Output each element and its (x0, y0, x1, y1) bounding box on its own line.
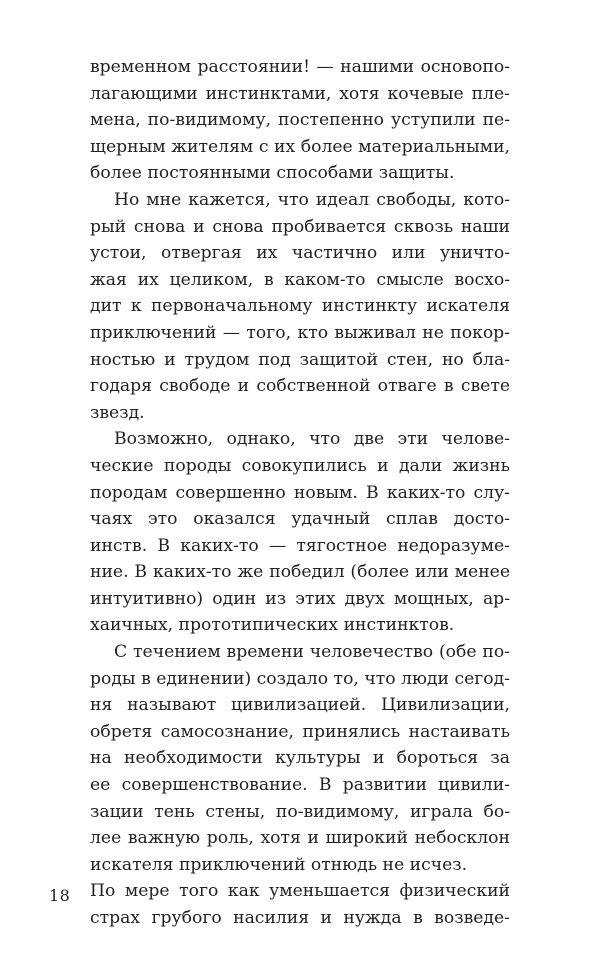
text-line: хаичных, прототипических инстинктов. (90, 615, 455, 636)
text-line: Но мне кажется, что идеал свободы, кото- (114, 189, 510, 210)
text-line: щерным жителям с их более материальными, (90, 136, 510, 157)
text-line: обретя самосознание, принялись настаивать (90, 721, 510, 742)
text-line: рый снова и снова пробивается сквозь наши (90, 216, 510, 237)
text-line: лее важную роль, хотя и широкий небосклон (90, 828, 510, 849)
text-line: на необходимости культуры и бороться за (90, 748, 510, 769)
text-line: ностью и трудом под защитой стен, но бла- (90, 349, 510, 370)
text-line: породам совершенно новым. В каких-то слу- (90, 482, 510, 503)
text-line: дит к первоначальному инстинкту искателя (90, 296, 510, 317)
text-line: зации тень стены, по-видимому, играла бо- (90, 801, 510, 822)
text-line: интуитивно) один из этих двух мощных, ар- (90, 588, 510, 609)
text-line: инств. В каких-то — тягостное недоразуме- (90, 535, 510, 556)
text-line: устои, отвергая их частично или уничто- (90, 243, 510, 264)
text-line: лагающими инстинктами, хотя кочевые пле- (90, 83, 510, 104)
text-line: ческие породы совокупились и дали жизнь (90, 455, 510, 476)
text-line: звезд. (90, 402, 145, 423)
text-line: приключений — того, кто выживал не покор- (90, 322, 510, 343)
text-line: роды в единении) создало то, что люди сегод- (90, 668, 510, 689)
text-line: страх грубого насилия и нужда в возведе- (90, 908, 510, 928)
text-line: чаях это оказался удачный сплав досто- (90, 509, 510, 530)
text-line: временном расстоянии! — нашими основопо- (90, 57, 510, 77)
text-line: мена, по-видимому, постепенно уступили пе- (90, 110, 510, 131)
text-line: Возможно, однако, что две эти челове- (114, 429, 510, 450)
page-number: 18 (49, 886, 71, 905)
body-text (90, 54, 510, 932)
text-line: По мере того как уменьшается физический (90, 881, 510, 902)
text-line: искателя приключений отнюдь не исчез. (90, 854, 468, 875)
text-line: более постоянными способами защиты. (90, 163, 455, 184)
text-line: ня называют цивилизацией. Цивилизации, (90, 695, 510, 716)
text-line: С течением времени человечество (обе по- (114, 642, 510, 663)
text-line: жая их целиком, в каком-то смысле восхо- (90, 269, 510, 290)
text-line: годаря свободе и собственной отваге в свете (90, 376, 510, 397)
text-line: ее совершенствование. В развитии цивили- (90, 775, 510, 796)
text-line: ние. В каких-то же победил (более или менее (90, 562, 510, 583)
